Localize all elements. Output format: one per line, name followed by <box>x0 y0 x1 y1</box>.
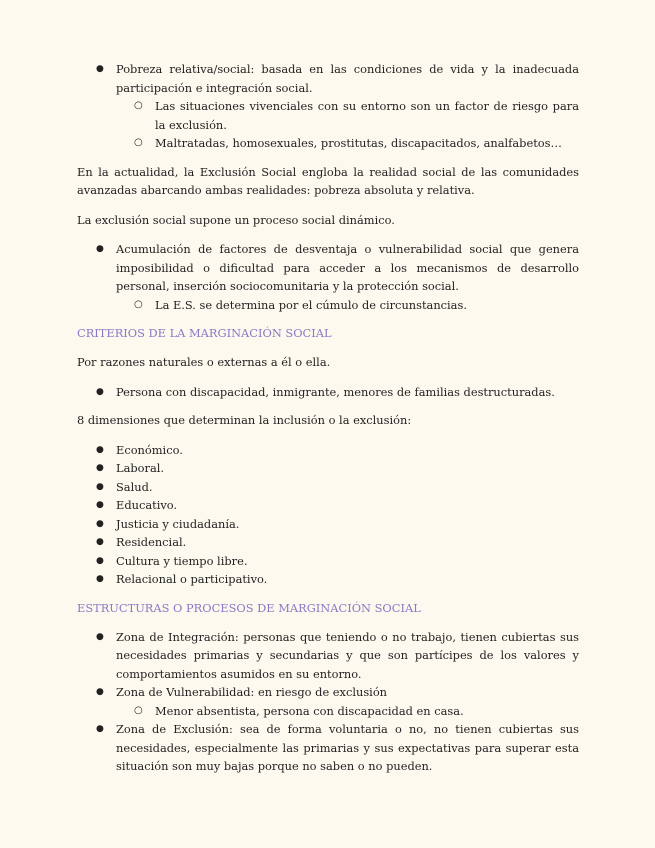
bullet-icon: ● <box>96 687 104 697</box>
bullet-icon: ● <box>96 518 104 529</box>
dimension-item <box>77 478 579 497</box>
section-heading-criterios: CRITERIOS DE LA MARGINACIÓN SOCIAL <box>77 326 332 340</box>
sub-list <box>116 97 579 153</box>
dimension-item <box>77 570 579 589</box>
sub-list-item-text: Menor absentista, persona con discapacidad en casa. <box>155 703 464 718</box>
dimension-text: Educativo. <box>116 498 178 512</box>
dimension-item <box>77 496 579 515</box>
bullet-list-persona <box>77 383 579 402</box>
hollow-bullet-icon: ○ <box>134 298 143 310</box>
dimension-item <box>77 459 579 478</box>
dimension-text: Cultura y tiempo libre. <box>116 553 248 568</box>
paragraph-razones: Por razones naturales o externas a él o ella. <box>77 355 331 369</box>
bullet-icon: ● <box>96 444 104 455</box>
bullet-icon: ● <box>96 500 104 510</box>
sub-list-item <box>116 97 579 134</box>
bullet-icon: ● <box>96 631 104 642</box>
paragraph-actualidad: En la actualidad, la Exclusión Social engloba la realidad social de las comunidades avanzadas abarcando ambas realidades: pobreza absoluta y relativa. <box>77 164 579 197</box>
bullet-icon: ● <box>96 481 104 492</box>
bullet-icon: ● <box>96 555 104 566</box>
dimension-text: Laboral. <box>116 461 165 475</box>
sub-list-item-text: Las situaciones vivenciales con su entorno son un factor de riesgo para la exclusión. <box>155 99 579 132</box>
bullet-list-pobreza <box>77 60 579 153</box>
bullet-icon: ● <box>96 64 104 74</box>
hollow-bullet-icon: ○ <box>134 100 143 111</box>
bullet-icon: ● <box>96 244 104 254</box>
zones-list <box>77 628 579 776</box>
zone-item-integracion <box>77 628 579 684</box>
bullet-list-acumulacion <box>77 240 579 314</box>
sub-list-item-text: La E.S. se determina por el cúmulo de circunstancias. <box>155 297 467 312</box>
sub-list-item <box>116 702 579 721</box>
zone-text: Zona de Vulnerabilidad: en riesgo de exclusión <box>116 685 388 699</box>
dimension-text: Residencial. <box>116 535 187 549</box>
sub-list <box>116 702 579 721</box>
sub-list-item-text: Maltratadas, homosexuales, prostitutas, discapacitados, analfabetos… <box>155 136 562 150</box>
dimension-item <box>77 552 579 571</box>
dimension-text: Relacional o participativo. <box>116 572 268 586</box>
zone-item-exclusion <box>77 720 579 776</box>
dimension-item <box>77 515 579 534</box>
paragraph-proceso: La exclusión social supone un proceso social dinámico. <box>77 212 395 227</box>
list-item <box>77 60 579 153</box>
bullet-icon: ● <box>96 463 104 473</box>
hollow-bullet-icon: ○ <box>134 137 143 148</box>
sub-list-item <box>116 134 579 153</box>
section-heading-estructuras: ESTRUCTURAS O PROCESOS DE MARGINACIÓN SOCIAL <box>77 600 421 615</box>
dimension-item <box>77 533 579 552</box>
list-item <box>77 383 579 402</box>
zone-text: Zona de Exclusión: sea de forma voluntaria o no, no tienen cubiertas sus necesidades, especialmente las primarias y sus expectativas para superar esta situación son muy bajas porque no saben o no pueden. <box>116 722 579 773</box>
sub-list <box>116 296 579 315</box>
zone-text: Zona de Integración: personas que teniendo o no trabajo, tienen cubiertas sus necesidades primarias y secundarias y que son partícipes de los valores y comportamientos asumidos en su entorno. <box>116 629 579 681</box>
bullet-icon: ● <box>96 574 104 584</box>
dimensions-list <box>77 441 579 589</box>
zone-item-vulnerabilidad <box>77 683 579 720</box>
bullet-icon: ● <box>96 537 104 547</box>
dimension-text: Económico. <box>116 442 183 457</box>
sub-list-item <box>116 296 579 315</box>
list-item-text: Acumulación de factores de desventaja o vulnerabilidad social que genera imposibilidad o dificultad para acceder a los mecanismos de desarrollo personal, inserción sociocomunitaria y la protección social. <box>116 242 579 293</box>
list-item-text: Pobreza relativa/social: basada en las condiciones de vida y la inadecuada participación e integración social. <box>116 62 579 95</box>
list-item <box>77 240 579 314</box>
list-item-text: Persona con discapacidad, inmigrante, menores de familias destructuradas. <box>116 384 555 399</box>
bullet-icon: ● <box>96 386 104 397</box>
hollow-bullet-icon: ○ <box>134 704 143 716</box>
dimension-item <box>77 441 579 460</box>
paragraph-dimensiones: 8 dimensiones que determinan la inclusión o la exclusión: <box>77 413 412 427</box>
dimension-text: Salud. <box>116 479 153 494</box>
bullet-icon: ● <box>96 724 104 734</box>
dimension-text: Justicia y ciudadanía. <box>116 516 240 531</box>
